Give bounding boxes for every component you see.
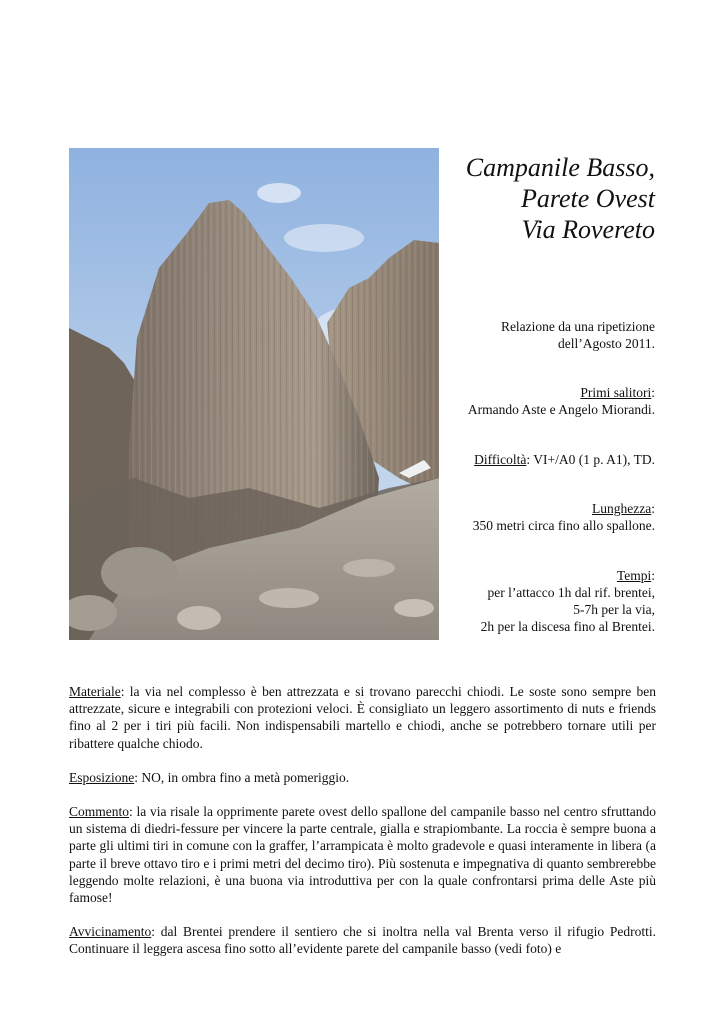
avvicinamento-text: : dal Brentei prendere il sentiero che si inoltra nella val Brenta verso il rifugio Pedrotti. Continuare il leggera ascesa fino sotto all’evidente parete del campanile basso (vedi foto) e xyxy=(69,924,656,957)
commento-label: Commento xyxy=(69,804,129,820)
lunghezza-block: Lunghezza: 350 metri circa fino allo spallone. xyxy=(385,500,655,534)
tempi-line-3: 2h per la discesa fino al Brentei. xyxy=(480,619,655,634)
relazione-block xyxy=(385,318,655,352)
lunghezza-label: Lunghezza xyxy=(592,501,652,516)
materiale-paragraph xyxy=(69,683,656,752)
avvicinamento-label: Avvicinamento xyxy=(69,924,152,940)
title-line-3: Via Rovereto xyxy=(521,215,655,244)
primi-salitori-block: Primi salitori: Armando Aste e Angelo Miorandi. xyxy=(385,384,655,418)
title-line-2: Parete Ovest xyxy=(520,184,655,213)
difficolta-value: : VI+/A0 (1 p. A1), TD. xyxy=(526,452,655,467)
mountain-photo xyxy=(69,148,439,640)
commento-text: : la via risale la opprimente parete ovest dello spallone del campanile basso nel centro sfruttando un sistema di diedri-fessure per vincere la parte centrale, gialla e strapiombante. La roccia è sempre buona a parte gli ultimi tiri in comune con la graffer, l’arrampicata è molto gradevole e quasi interamente in libera (a parte il breve ottavo tiro e i primi metri del decimo tiro). Più sostenuta e impegnativa di quanto sembrerebbe leggendo molte relazioni, è una buona via introduttiva per con la quale confrontarsi prima delle Aste più famose! xyxy=(69,804,656,906)
primi-salitori-value: Armando Aste e Angelo Miorandi. xyxy=(467,402,655,417)
title-line-1: Campanile Basso, xyxy=(465,153,655,182)
tempi-label: Tempi xyxy=(616,568,652,583)
esposizione-text: : NO, in ombra fino a metà pomeriggio. xyxy=(134,769,350,785)
commento-paragraph xyxy=(69,803,656,906)
difficolta-label: Difficoltà xyxy=(474,452,527,467)
tempi-line-2: 5-7h per la via, xyxy=(573,602,655,617)
difficolta-block xyxy=(385,451,655,468)
primi-salitori-label: Primi salitori xyxy=(580,385,652,400)
campanile-basso-image xyxy=(69,148,439,640)
body-text xyxy=(69,683,656,975)
relazione-line-2: dell’Agosto 2011. xyxy=(558,336,655,351)
lunghezza-value: 350 metri circa fino allo spallone. xyxy=(472,518,655,533)
esposizione-paragraph xyxy=(69,769,656,786)
tempi-line-1: per l’attacco 1h dal rif. brentei, xyxy=(487,585,655,600)
avvicinamento-paragraph xyxy=(69,923,656,957)
tempi-block: Tempi: per l’attacco 1h dal rif. brentei, 5-7h per la via, 2h per la discesa fino al Brentei. xyxy=(385,567,655,635)
materiale-label: Materiale xyxy=(69,684,121,699)
relazione-line-1: Relazione da una ripetizione xyxy=(500,319,655,334)
document-title xyxy=(395,152,655,245)
materiale-text: : la via nel complesso è ben attrezzata e si trovano parecchi chiodi. Le soste sono sempre ben attrezzate, sicure e integrabili con protezioni veloci. È consigliato un leggero assortimento di nuts e friends fino al 2 per i tiri più facili. Non indispensabili martello e chiodi, anche se potrebbero tornare utili per ribattere qualche chiodo. xyxy=(69,684,656,751)
esposizione-label: Esposizione xyxy=(69,769,135,785)
